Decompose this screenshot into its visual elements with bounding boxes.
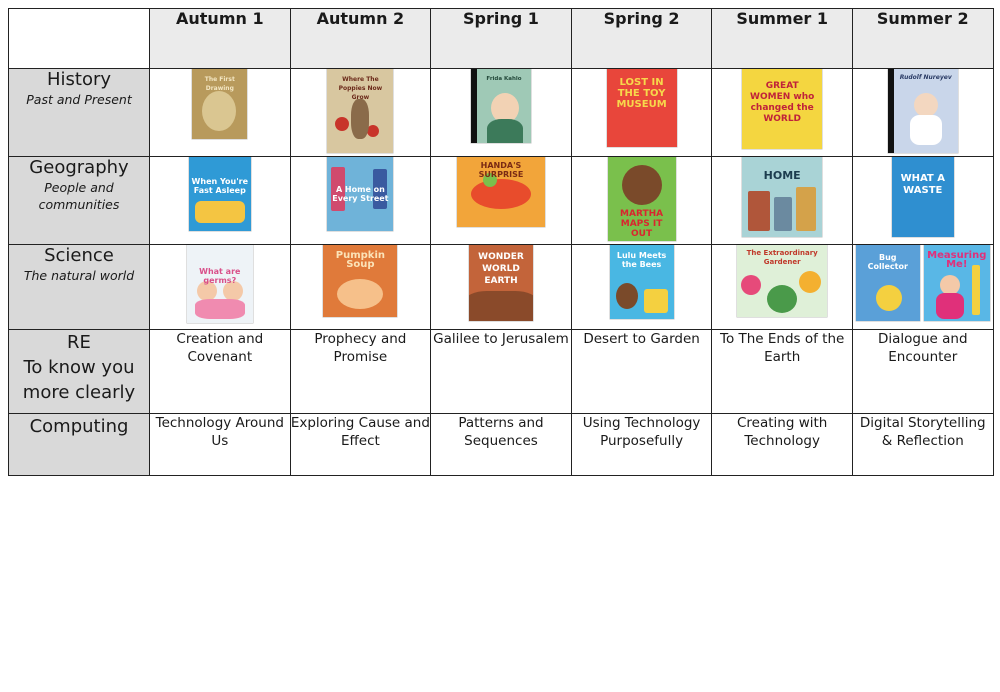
term-summer-2: Summer 2 <box>852 9 993 69</box>
book-title: LOST IN THE TOY MUSEUM <box>616 77 667 110</box>
computing-topic: Patterns and Sequences <box>431 414 572 476</box>
subject-name: Science <box>44 245 114 266</box>
subject-name: History <box>46 69 112 90</box>
book-cell <box>150 69 291 157</box>
book-title: Rudolf Nureyev <box>899 74 952 81</box>
header-row <box>9 9 994 69</box>
book-title: Bug Collector <box>867 253 908 271</box>
book-cell <box>150 157 291 245</box>
book-cell <box>571 69 712 157</box>
subject-name: RE <box>67 332 91 353</box>
book-title: Lulu Meets the Bees <box>616 251 667 269</box>
subject-strand-line2: more clearly <box>22 382 136 403</box>
book-cell <box>431 69 572 157</box>
re-topic: Galilee to Jerusalem <box>431 330 572 414</box>
corner-cell <box>9 9 150 69</box>
computing-topic: Digital Storytelling & Reflection <box>852 414 993 476</box>
book-cell <box>852 245 993 330</box>
re-row <box>9 330 994 414</box>
book-title: The First Drawing <box>204 76 235 92</box>
subject-name: Geography <box>29 157 129 178</box>
book-cell <box>571 245 712 330</box>
term-autumn-1: Autumn 1 <box>150 9 291 69</box>
book-title: Where The Poppies Now Grow <box>338 76 383 101</box>
re-topic: Creation and Covenant <box>150 330 291 414</box>
book-cell <box>712 69 853 157</box>
book-cell <box>290 69 431 157</box>
subject-strand: Past and Present <box>26 92 132 107</box>
book-cell <box>571 157 712 245</box>
subject-strand-line1: To know you <box>23 357 135 378</box>
subject-computing <box>9 414 150 476</box>
book-title: A Home on Every Street <box>332 185 389 203</box>
book-cover <box>327 157 393 231</box>
book-cover <box>607 69 677 147</box>
book-cover <box>892 157 954 237</box>
book-title: Pumpkin Soup <box>335 250 385 270</box>
subject-strand-line1: People and <box>44 180 114 195</box>
book-cover <box>327 69 393 153</box>
subject-name: Computing <box>29 416 129 437</box>
term-autumn-2: Autumn 2 <box>290 9 431 69</box>
book-title: HANDA'S SURPRISE <box>478 161 524 179</box>
term-spring-1: Spring 1 <box>431 9 572 69</box>
science-row <box>9 245 994 330</box>
history-row <box>9 69 994 157</box>
term-spring-2: Spring 2 <box>571 9 712 69</box>
book-title: The Extraordinary Gardener <box>746 249 818 266</box>
book-cell <box>712 245 853 330</box>
computing-topic: Using Technology Purposefully <box>571 414 712 476</box>
book-cell <box>290 245 431 330</box>
book-cover <box>924 245 990 321</box>
subject-strand: The natural world <box>23 268 135 283</box>
geography-row <box>9 157 994 245</box>
subject-re <box>9 330 150 414</box>
subject-science <box>9 245 150 330</box>
subject-strand-line2: communities <box>38 197 120 212</box>
book-title: What are germs? <box>199 267 241 285</box>
computing-topic: Technology Around Us <box>150 414 291 476</box>
book-cover <box>471 69 531 143</box>
book-title: WHAT A WASTE <box>900 173 945 196</box>
book-cell <box>852 157 993 245</box>
curriculum-table <box>8 8 994 476</box>
book-cover <box>737 245 827 317</box>
book-title: Frida Kahlo <box>486 76 522 82</box>
book-cover <box>457 157 545 227</box>
computing-row <box>9 414 994 476</box>
book-title: Measuring Me! <box>927 250 987 270</box>
book-cover <box>469 245 533 321</box>
book-cover <box>888 69 958 153</box>
book-cover <box>742 157 822 237</box>
book-cover <box>742 69 822 149</box>
re-topic: Dialogue and Encounter <box>852 330 993 414</box>
book-cover <box>610 245 674 319</box>
book-cover <box>189 157 251 231</box>
computing-topic: Creating with Technology <box>712 414 853 476</box>
book-cover <box>323 245 397 317</box>
re-topic: Prophecy and Promise <box>290 330 431 414</box>
book-cell <box>712 157 853 245</box>
book-cover <box>187 245 253 323</box>
book-cell <box>852 69 993 157</box>
book-title: WONDER WORLD EARTH <box>478 252 524 286</box>
book-title: HOME <box>763 169 801 182</box>
re-topic: Desert to Garden <box>571 330 712 414</box>
book-cell <box>431 157 572 245</box>
book-title: When You're Fast Asleep <box>191 177 249 195</box>
book-pair <box>856 245 990 321</box>
book-title: GREAT WOMEN who changed the WORLD <box>750 81 815 124</box>
book-title: MARTHA MAPS IT OUT <box>620 209 664 239</box>
term-summer-1: Summer 1 <box>712 9 853 69</box>
re-topic: To The Ends of the Earth <box>712 330 853 414</box>
subject-history <box>9 69 150 157</box>
book-cell <box>431 245 572 330</box>
book-cell <box>150 245 291 330</box>
book-cover <box>608 157 676 241</box>
book-cover <box>192 69 247 139</box>
book-cell <box>290 157 431 245</box>
subject-geography <box>9 157 150 245</box>
book-cover <box>856 245 920 321</box>
computing-topic: Exploring Cause and Effect <box>290 414 431 476</box>
